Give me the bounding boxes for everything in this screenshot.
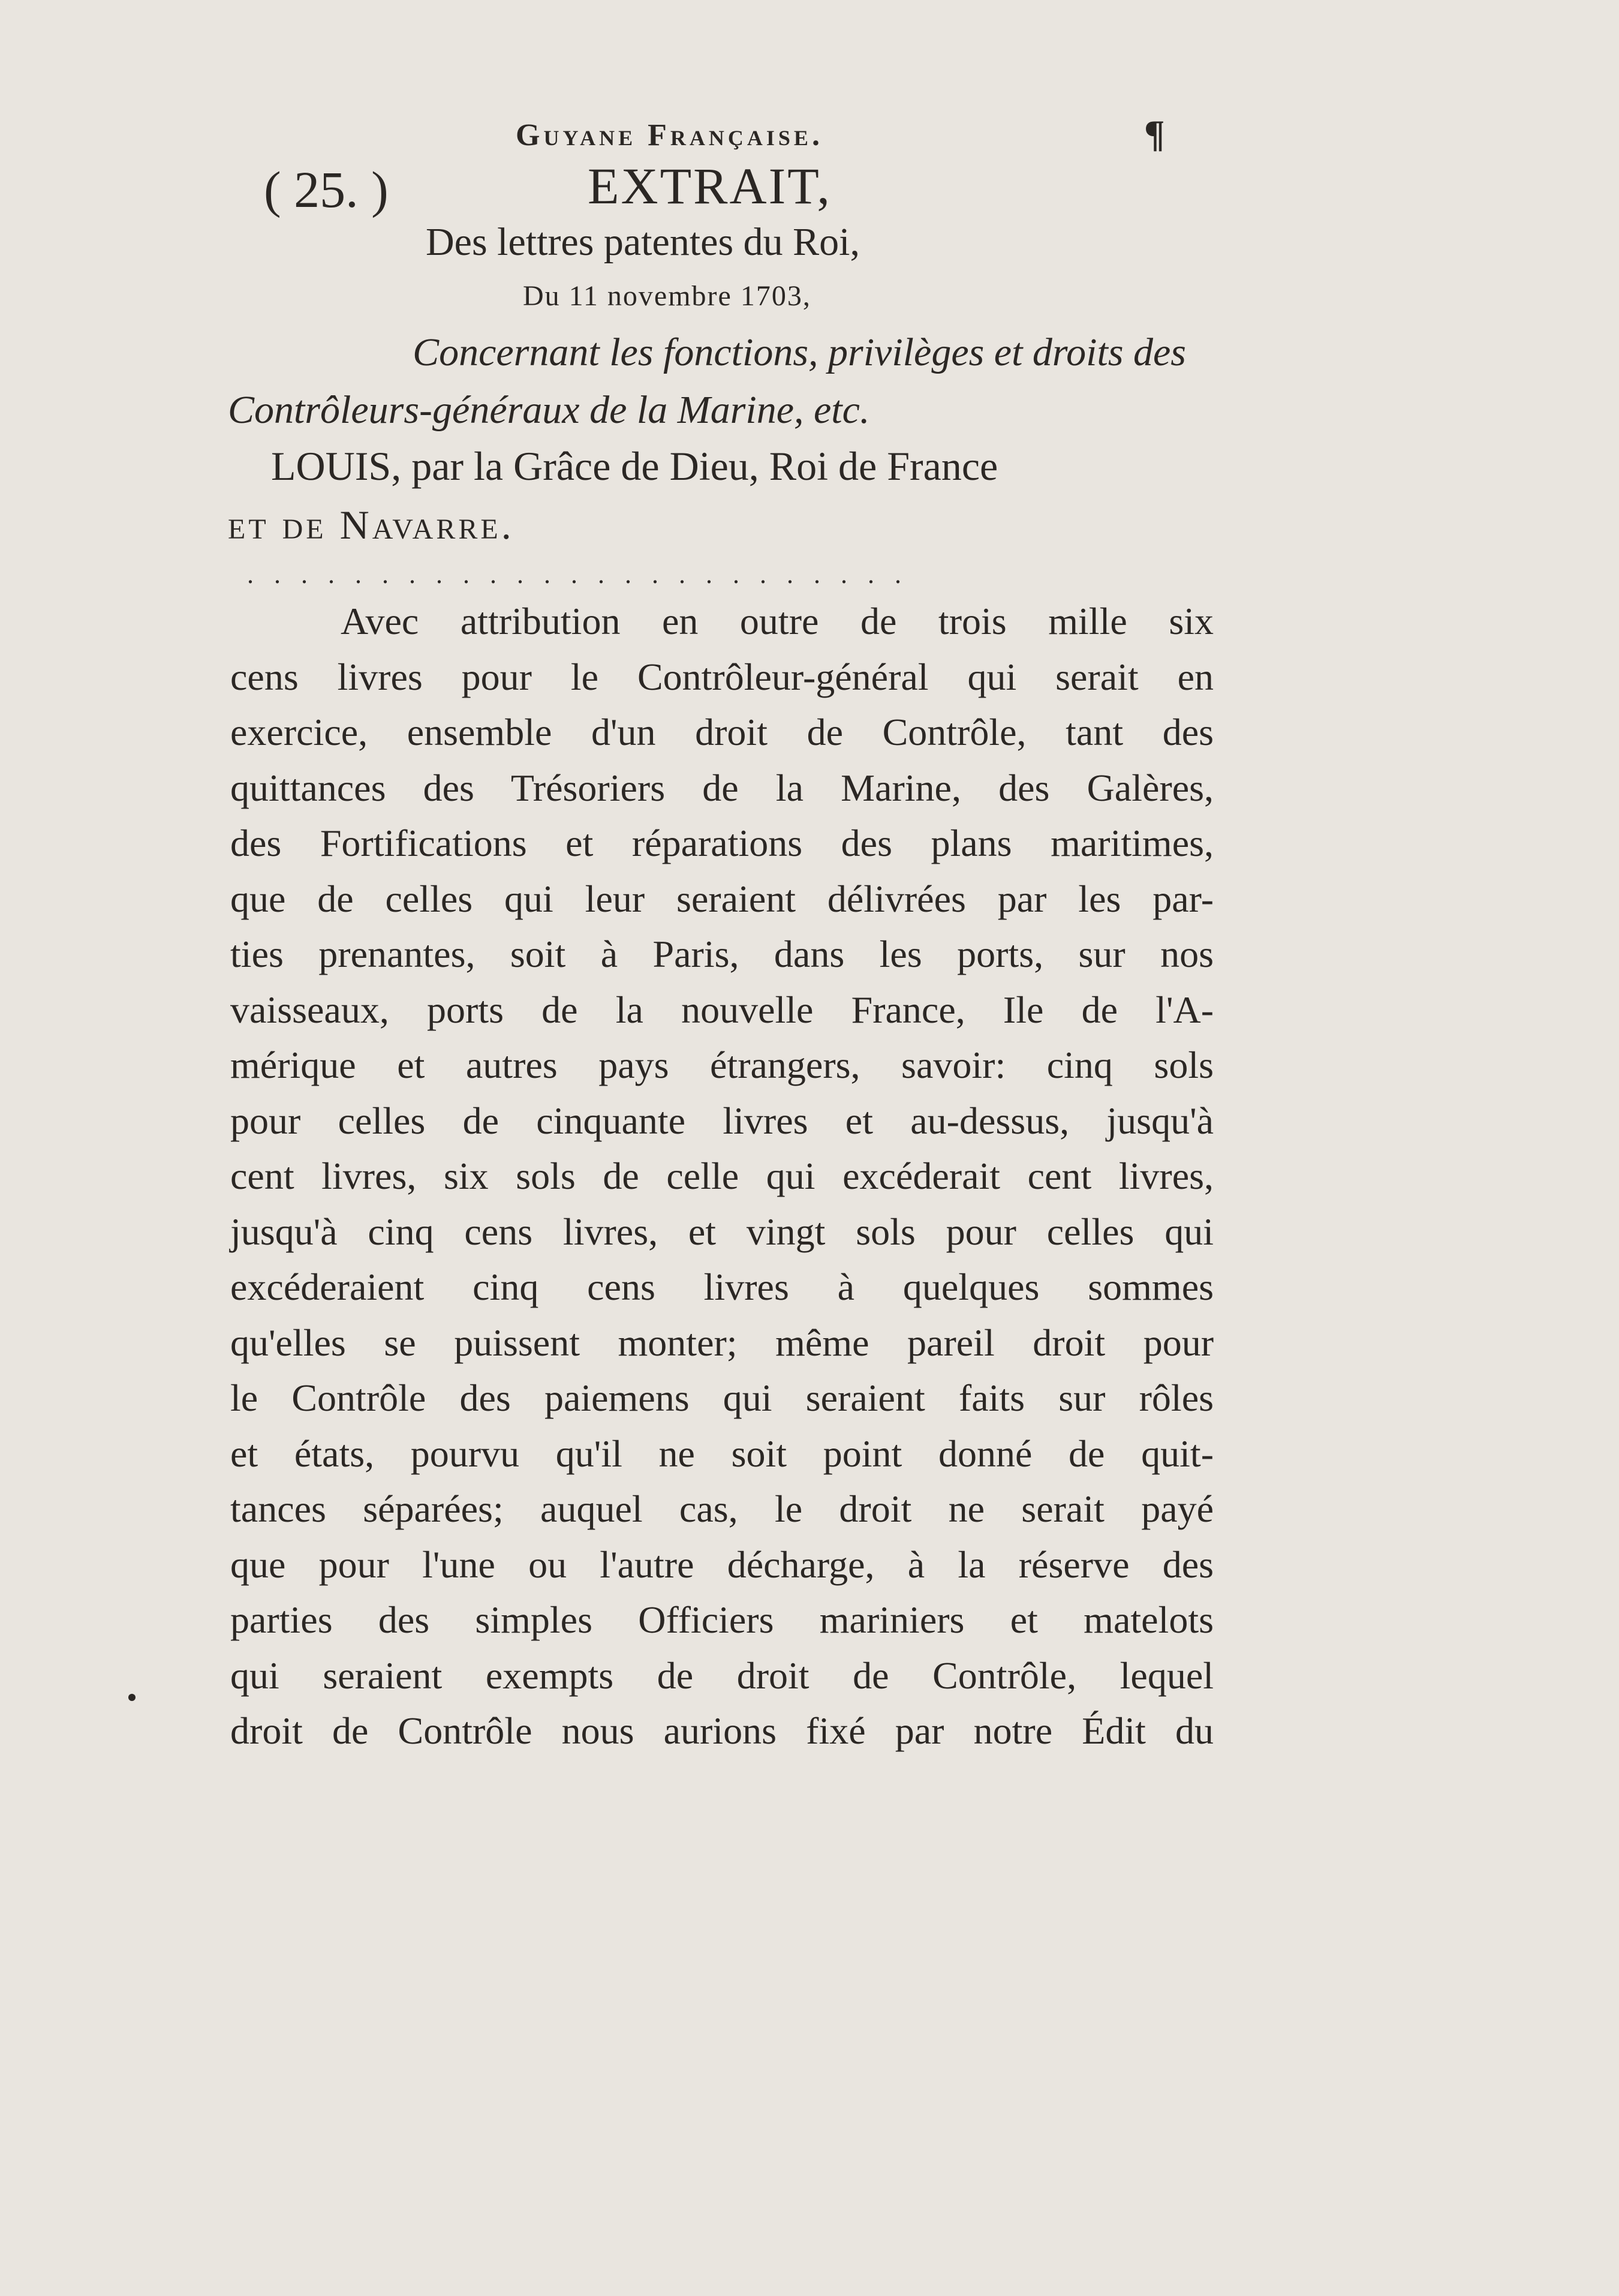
document-subject [228, 324, 1187, 439]
body-line: droit de Contrôle nous aurions fixé par notre Édit du [230, 1709, 1214, 1752]
body-text [230, 594, 1214, 1759]
document-title: EXTRAIT, [588, 157, 832, 215]
body-line: ties prenantes, soit à Paris, dans les ports, sur nos [230, 933, 1214, 975]
body-line: des Fortifications et réparations des plans maritimes, [230, 822, 1214, 864]
royal-opening [228, 437, 1187, 554]
body-line: que de celles qui leur seraient délivrées par les par- [230, 877, 1214, 920]
body-line: et états, pourvu qu'il ne soit point donné de quit- [230, 1432, 1214, 1475]
body-line: le Contrôle des paiemens qui seraient faits sur rôles [230, 1377, 1214, 1419]
opening-line: LOUIS, par la Grâce de Dieu, Roi de France [271, 443, 998, 489]
body-line: mérique et autres pays étrangers, savoir: cinq sols [230, 1044, 1214, 1086]
subject-line: Concernant les fonctions, privilèges et droits des [413, 330, 1186, 374]
body-line: vaisseaux, ports de la nouvelle France, Ile de l'A- [230, 988, 1214, 1031]
body-line: cens livres pour le Contrôleur-général qui serait en [230, 655, 1214, 698]
body-line: qui seraient exempts de droit de Contrôle, lequel [230, 1654, 1214, 1697]
body-line: Avec attribution en outre de trois mille six [341, 600, 1214, 642]
body-line: exercice, ensemble d'un droit de Contrôle, tant des [230, 711, 1214, 753]
body-line: qu'elles se puissent monter; même pareil droit pour [230, 1321, 1214, 1364]
body-line: quittances des Trésoriers de la Marine, des Galères, [230, 766, 1214, 809]
body-line: pour celles de cinquante livres et au-dessus, jusqu'à [230, 1099, 1214, 1142]
page-mark: ¶ [1144, 112, 1165, 155]
body-line: jusqu'à cinq cens livres, et vingt sols pour celles qui [230, 1210, 1214, 1253]
body-line: excéderaient cinq cens livres à quelques sommes [230, 1266, 1214, 1308]
document-subtitle: Des lettres patentes du Roi, [426, 220, 860, 264]
document-number: ( 25. ) [264, 161, 389, 218]
body-line: que pour l'une ou l'autre décharge, à la réserve des [230, 1543, 1214, 1586]
body-line: cent livres, six sols de celle qui excéderait cent livres, [230, 1155, 1214, 1197]
running-head: Guyane Française. [516, 118, 823, 152]
subject-line: Contrôleurs-généraux de la Marine, etc. [228, 388, 870, 432]
body-line: tances séparées; auquel cas, le droit ne serait payé [230, 1487, 1214, 1530]
document-date: Du 11 novembre 1703, [523, 280, 811, 312]
opening-line: et de Navarre. [228, 502, 514, 548]
ellipsis-divider: ......................... [247, 560, 922, 589]
body-line: parties des simples Officiers mariniers et matelots [230, 1598, 1214, 1641]
ink-speck [128, 1694, 136, 1701]
